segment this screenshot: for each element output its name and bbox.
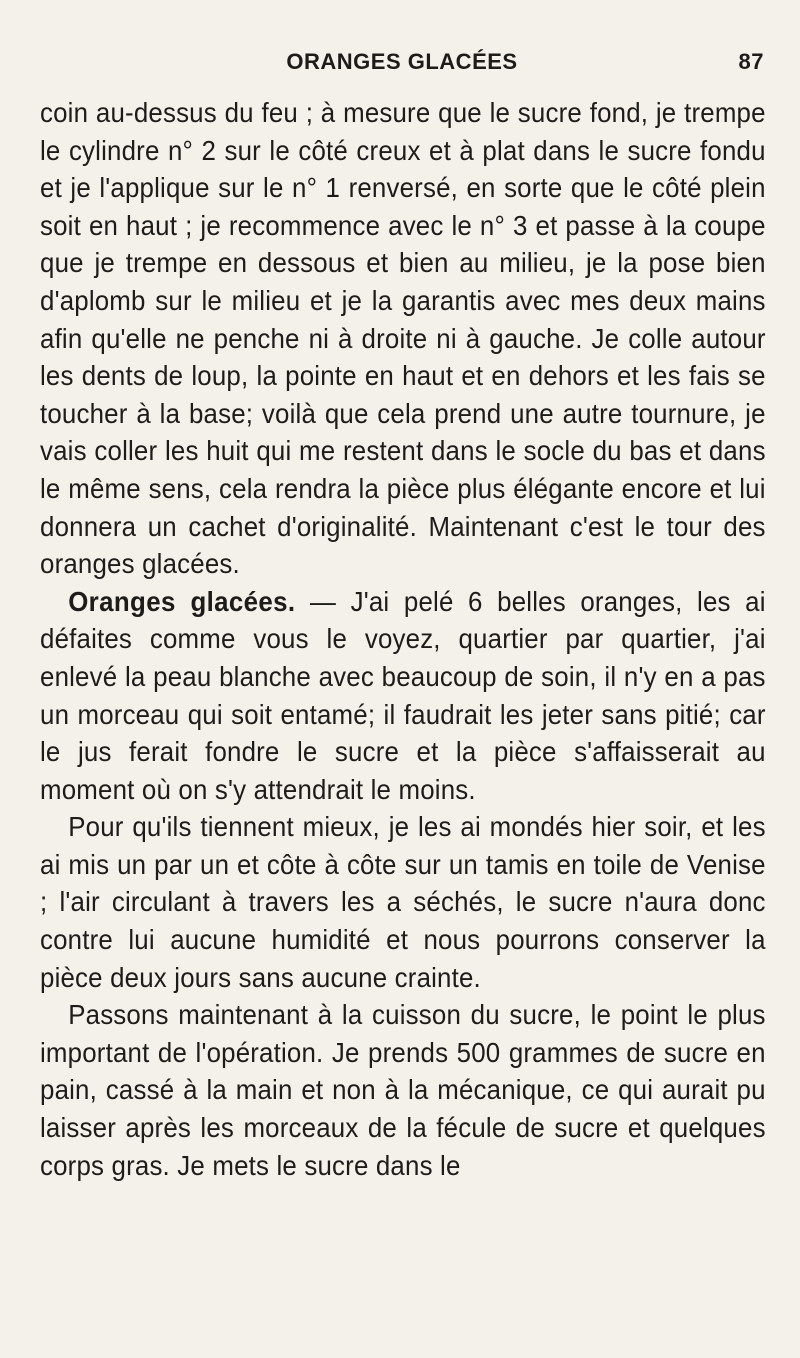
paragraph-oranges-glacees [40,583,766,809]
body-text [40,94,766,1184]
paragraph-drying: Pour qu'ils tiennent mieux, je les ai mondés hier soir, et les ai mis un par un et côte à côte sur un tamis en toile de Venise ; l'air circulant à travers les a séchés, le sucre n'aura donc contre lui aucune humidité et nous pourrons conserver la pièce deux jours sans aucune crainte. [40,811,766,993]
running-title: ORANGES GLACÉES [286,49,518,74]
page-number: 87 [738,49,764,74]
section-heading: Oranges glacées. [68,585,296,617]
paragraph-continuation: coin au-dessus du feu ; à mesure que le sucre fond, je trempe le cylindre n° 2 sur le côté creux et à plat dans le sucre fondu et je l'applique sur le n° 1 renversé, en sorte que le côté plein soit en haut ; je recommence avec le n° 3 et passe à la coupe que je trempe en dessous et bien au milieu, je la pose bien d'aplomb sur le milieu et je la garantis avec mes deux mains afin qu'elle ne penche ni à droite ni à gauche. Je colle autour les dents de loup, la pointe en haut et en dehors et les fais se toucher à la base; voilà que cela prend une autre tournure, je vais coller les huit qui me restent dans le socle du bas et dans le même sens, cela rendra la pièce plus élégante encore et lui donnera un cachet d'originalité. Maintenant c'est le tour des oranges glacées. [40,97,766,580]
running-head [40,20,764,74]
paragraph-text: — J'ai pelé 6 belles oranges, les ai défaites comme vous le voyez, quartier par quartier, j'ai enlevé la peau blanche avec beaucoup de soin, il n'y en a pas un morceau qui soit entamé; il faudrait les jeter sans pitié; car le jus ferait fondre le sucre et la pièce s'affaisserait au moment où on s'y attendrait le moins. [40,585,766,805]
paragraph-sugar-cooking: Passons maintenant à la cuisson du sucre, le point le plus important de l'opération. Je prends 500 grammes de sucre en pain, cassé à la main et non à la mécanique, ce qui aurait pu laisser après les morceaux de la fécule de sucre et quelques corps gras. Je mets le sucre dans le [40,999,766,1181]
